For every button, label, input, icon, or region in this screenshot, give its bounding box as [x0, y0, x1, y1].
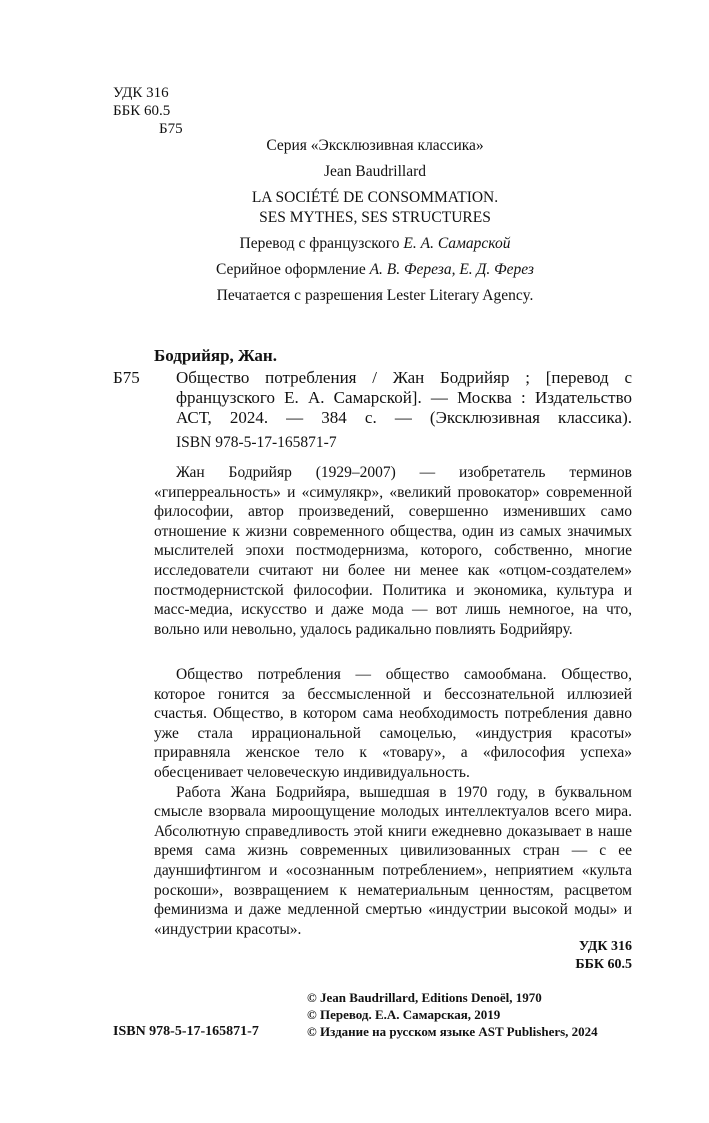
classification-codes-bottom: [575, 938, 632, 974]
udk-code: УДК 316: [113, 85, 169, 101]
annotation-block-1: [154, 463, 632, 639]
bbk-code-bottom: ББК 60.5: [575, 957, 632, 972]
author-heading: Бодрийяр, Жан.: [154, 346, 277, 365]
translator-name: Е. А. Самарской: [403, 235, 511, 252]
copyright-line: © Перевод. Е.А. Самарская, 2019: [307, 1007, 501, 1022]
catalog-code: Б75: [113, 368, 140, 387]
permission-line: Печатается с разрешения Lester Literary Agency.: [216, 287, 534, 304]
annotation-paragraph: Работа Жана Бодрийяра, вышедшая в 1970 году, в буквальном смысле взорвала мироощущение молодых интеллектуалов всего мира. Абсолютную справедливость этой книги ежедневно доказывает в наше время сама жизнь современных цивилизованных стран — с ее дауншифтингом и «осознанным потреблением», неприятием «культа роскоши», возвращением к нематериальным ценностям, расцветом феминизма и даже медленной смертью «индустрии высокой моды» и «индустрии красоты».: [154, 783, 632, 938]
isbn-bottom: ISBN 978-5-17-165871-7: [113, 1024, 259, 1039]
series-line: Серия «Эксклюзивная классика»: [266, 137, 484, 154]
design-prefix: Серийное оформление: [216, 261, 370, 278]
udk-code-bottom: УДК 316: [578, 939, 632, 954]
original-title-line1: LA SOCIÉTÉ DE CONSOMMATION.: [251, 189, 499, 206]
translation-credit: [110, 234, 640, 254]
imprint-block: [110, 136, 640, 306]
copyright-notices: [307, 989, 598, 1040]
bbk-code: ББК 60.5: [113, 103, 171, 119]
copyright-line: © Издание на русском языке AST Publishers, 2024: [307, 1024, 598, 1039]
translation-prefix: Перевод с французского: [239, 235, 404, 252]
original-author: Jean Baudrillard: [323, 163, 426, 180]
bibliographic-description: Общество потребления / Жан Бодрийяр ; [перевод с французского Е. А. Самарской]. — Москва : Издательство АСТ, 2024. — 384 с. — (Эксклюзивная классика).: [176, 368, 632, 427]
annotation-paragraph: Общество потребления — общество самообмана. Общество, которое гонится за бессмысленной и бессознательной иллюзией счастья. Общество, в котором сама необходимость потребления давно уже стала иррациональной самоцелью, «индустрия красоты» приравняла женское тело к «товару», а «философия успеха» обесценивает человеческую индивидуальность.: [154, 666, 632, 781]
original-title-line2: SES MYTHES, SES STRUCTURES: [259, 209, 491, 226]
annotation-paragraph: Жан Бодрийяр (1929–2007) — изобретатель терминов «гиперреальность» и «симулякр», «великий провокатор» современной философии, автор произведений, совершенно изменивших само отношение к жизни современного общества, один из самых значимых мыслителей эпохи постмодернизма, которого, собственно, многие исследователи считают ни более ни менее как «отцом-создателем» постмодернистской философии. Политика и экономика, культура и масс-медиа, искусство и даже мода — вот лишь немногое, на что, вольно или невольно, удалось радикально повлиять Бодрийяру.: [154, 464, 632, 638]
isbn-biblio: ISBN 978-5-17-165871-7: [176, 434, 337, 451]
designer-names: А. В. Фереза, Е. Д. Ферез: [369, 261, 534, 278]
classification-codes-top: [113, 84, 183, 138]
author-sign: Б75: [159, 121, 183, 137]
design-credit: [110, 260, 640, 280]
copyright-line: © Jean Baudrillard, Editions Denoël, 1970: [307, 990, 542, 1005]
annotation-block-2: [154, 665, 632, 939]
